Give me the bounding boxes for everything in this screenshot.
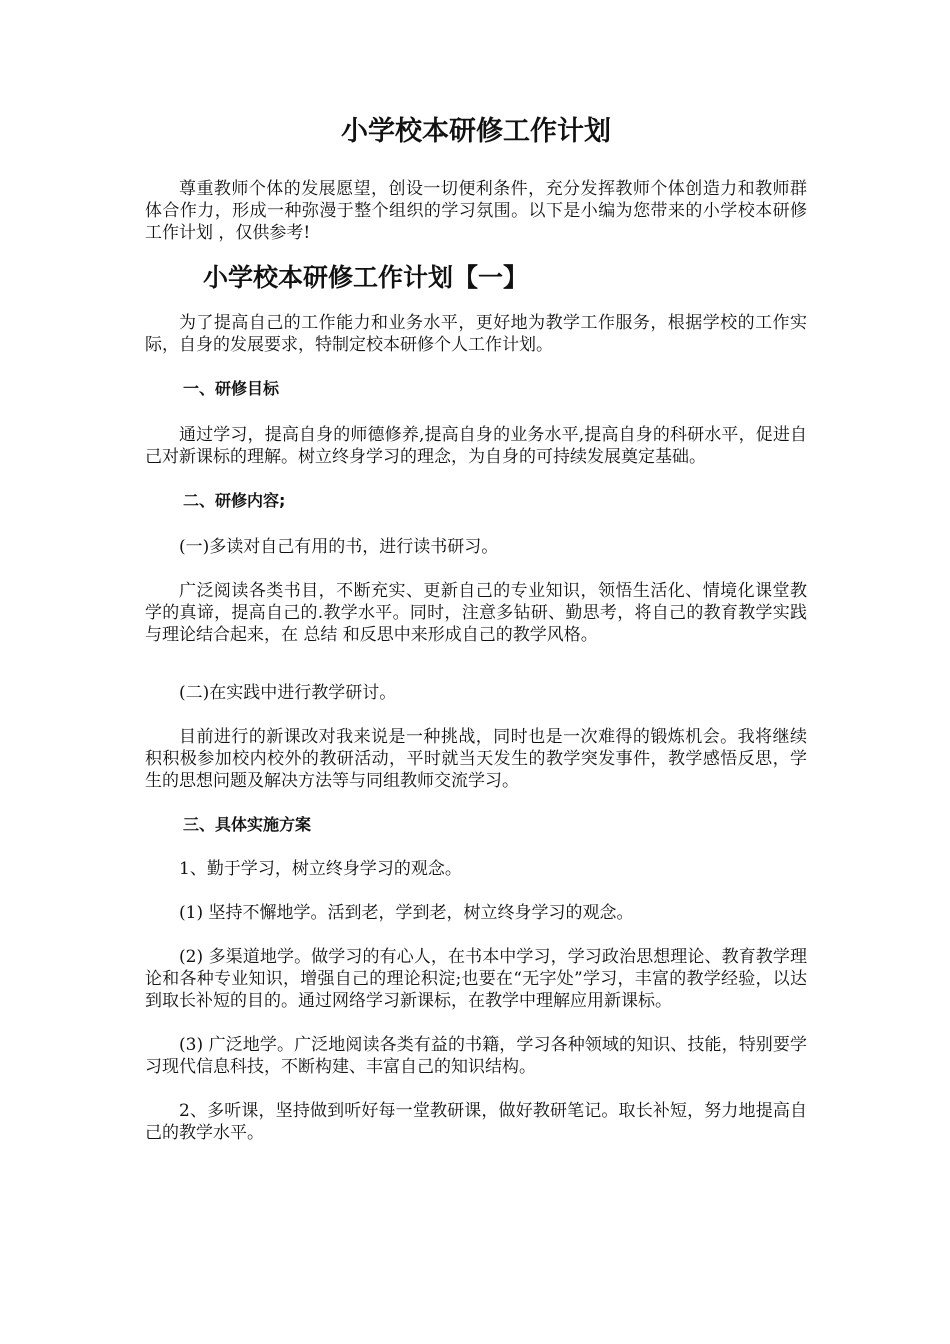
content-item-1-body: 广泛阅读各类书目，不断充实、更新自己的专业知识，领悟生活化、情境化课堂教学的真谛，提高自己的.教学水平。同时，注意多钻研、勤思考，将自己的教育教学实践与理论结合起来，在 总结 和反思中来形成自己的教学风格。 bbox=[145, 581, 807, 645]
document-body bbox=[145, 112, 807, 1144]
heading-content: 二、研修内容; bbox=[183, 491, 286, 510]
plan-item-1b: (2) 多渠道地学。做学习的有心人，在书本中学习，学习政治思想理论、教育教学理论和各种专业知识，增强自己的理论积淀;也要在“无字处”学习，丰富的教学经验，以达到取长补短的目的。通过网络学习新课标，在教学中理解应用新课标。 bbox=[145, 947, 807, 1011]
content-item-2-body: 目前进行的新课改对我来说是一种挑战，同时也是一次难得的锻炼机会。我将继续积积极参加校内校外的教研活动，平时就当天发生的教学突发事件，教学感悟反思，学生的思想问题及解决方法等与同组教师交流学习。 bbox=[145, 727, 807, 791]
heading-goal: 一、研修目标 bbox=[183, 379, 280, 398]
content-item-1: (一)多读对自己有用的书，进行读书研习。 bbox=[179, 537, 499, 557]
plan-item-2: 2、多听课，坚持做到听好每一堂教研课，做好教研笔记。取长补短，努力地提高自己的教学水平。 bbox=[145, 1101, 807, 1143]
purpose-paragraph: 为了提高自己的工作能力和业务水平，更好地为教学工作服务，根据学校的工作实际，自身的发展要求，特制定校本研修个人工作计划。 bbox=[145, 313, 807, 355]
plan-item-1c: (3) 广泛地学。广泛地阅读各类有益的书籍，学习各种领域的知识、技能，特别要学习现代信息科技，不断构建、丰富自己的知识结构。 bbox=[145, 1035, 807, 1077]
heading-plan: 三、具体实施方案 bbox=[183, 815, 312, 834]
section-title: 小学校本研修工作计划【一】 bbox=[203, 263, 529, 292]
plan-item-1: 1、勤于学习，树立终身学习的观念。 bbox=[179, 859, 462, 879]
content-item-2: (二)在实践中进行教学研讨。 bbox=[179, 683, 397, 703]
plan-item-1a: (1) 坚持不懈地学。活到老，学到老，树立终身学习的观念。 bbox=[179, 903, 634, 923]
document-title: 小学校本研修工作计划 bbox=[341, 116, 611, 147]
goal-paragraph: 通过学习，提高自身的师德修养,提高自身的业务水平,提高自身的科研水平，促进自己对新课标的理解。树立终身学习的理念，为自身的可持续发展奠定基础。 bbox=[145, 425, 807, 467]
intro-paragraph: 尊重教师个体的发展愿望，创设一切便利条件，充分发挥教师个体创造力和教师群体合作力，形成一种弥漫于整个组织的学习氛围。以下是小编为您带来的小学校本研修 工作计划 ，仅供参考! bbox=[145, 179, 807, 243]
